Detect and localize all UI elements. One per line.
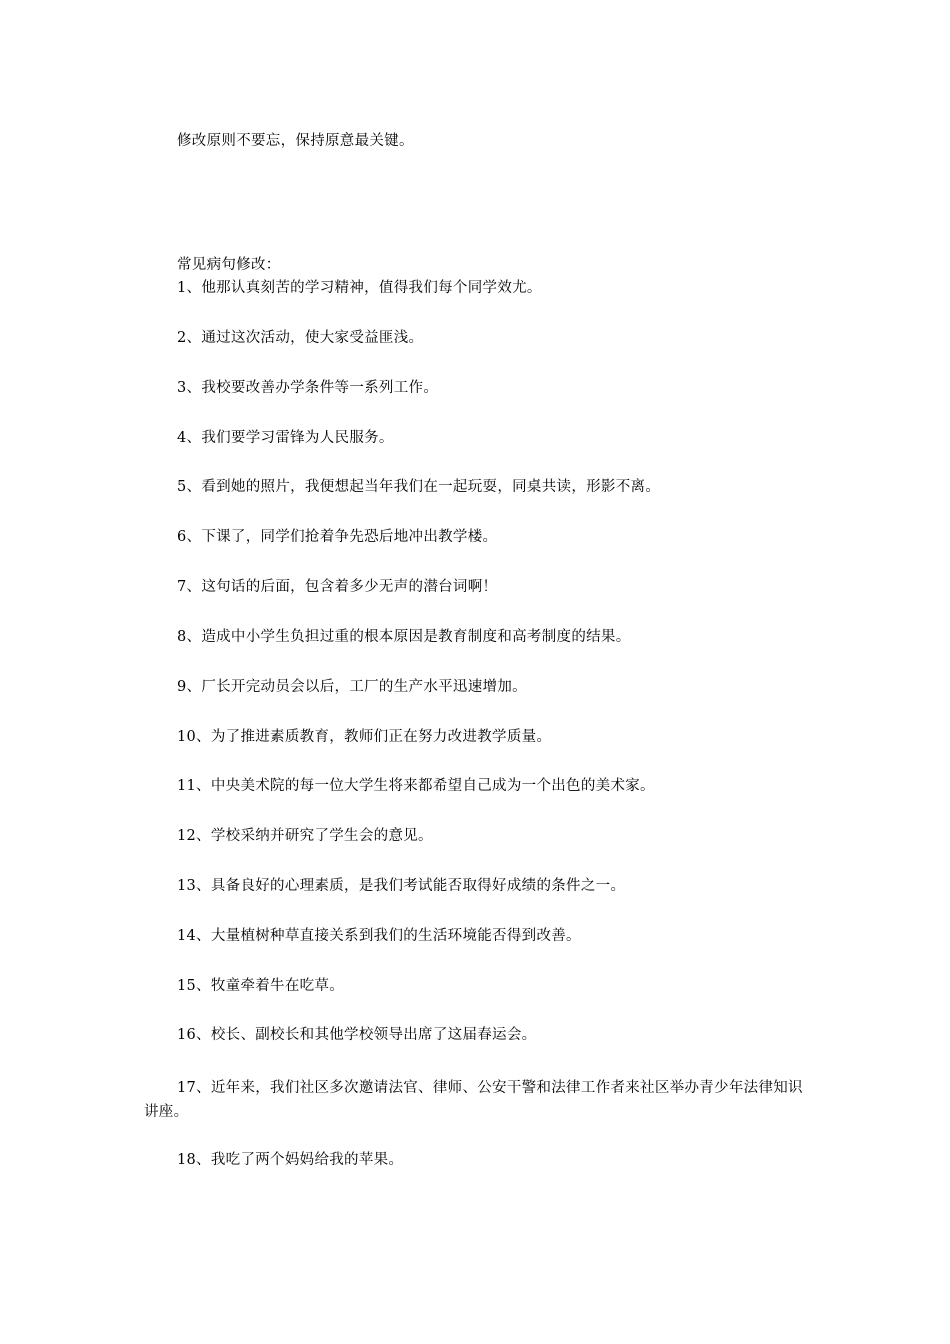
list-item: 10、为了推进素质教育，教师们正在努力改进教学质量。 bbox=[177, 729, 552, 745]
list-item: 4、我们要学习雷锋为人民服务。 bbox=[177, 430, 394, 446]
list-item: 16、校长、副校长和其他学校领导出席了这届春运会。 bbox=[177, 1027, 537, 1043]
list-item: 15、牧童牵着牛在吃草。 bbox=[177, 978, 345, 994]
list-item: 8、造成中小学生负担过重的根本原因是教育制度和高考制度的结果。 bbox=[177, 629, 631, 645]
list-item: 1、他那认真刻苦的学习精神，值得我们每个同学效尤。 bbox=[177, 280, 542, 296]
list-item: 14、大量植树种草直接关系到我们的生活环境能否得到改善。 bbox=[177, 928, 581, 944]
list-item: 11、中央美术院的每一位大学生将来都希望自己成为一个出色的美术家。 bbox=[177, 778, 655, 794]
list-item: 12、学校采纳并研究了学生会的意见。 bbox=[177, 828, 433, 844]
list-item: 2、通过这次活动，使大家受益匪浅。 bbox=[177, 330, 424, 346]
list-item: 9、厂长开完动员会以后，工厂的生产水平迅速增加。 bbox=[177, 679, 527, 695]
list-item: 6、下课了，同学们抢着争先恐后地冲出教学楼。 bbox=[177, 529, 498, 545]
list-item: 3、我校要改善办学条件等一系列工作。 bbox=[177, 380, 439, 396]
list-item: 17、近年来，我们社区多次邀请法官、律师、公安干警和法律工作者来社区举办青少年法律知识讲座。 bbox=[144, 1080, 803, 1120]
list-item: 13、具备良好的心理素质，是我们考试能否取得好成绩的条件之一。 bbox=[177, 878, 626, 894]
list-item: 18、我吃了两个妈妈给我的苹果。 bbox=[177, 1152, 404, 1168]
section-title: 常见病句修改： bbox=[177, 257, 281, 273]
list-item: 7、这句话的后面，包含着多少无声的潜台词啊！ bbox=[177, 579, 498, 595]
list-item: 5、看到她的照片，我便想起当年我们在一起玩耍，同桌共读，形影不离。 bbox=[177, 479, 661, 495]
intro-line: 修改原则不要忘，保持原意最关键。 bbox=[177, 133, 414, 149]
